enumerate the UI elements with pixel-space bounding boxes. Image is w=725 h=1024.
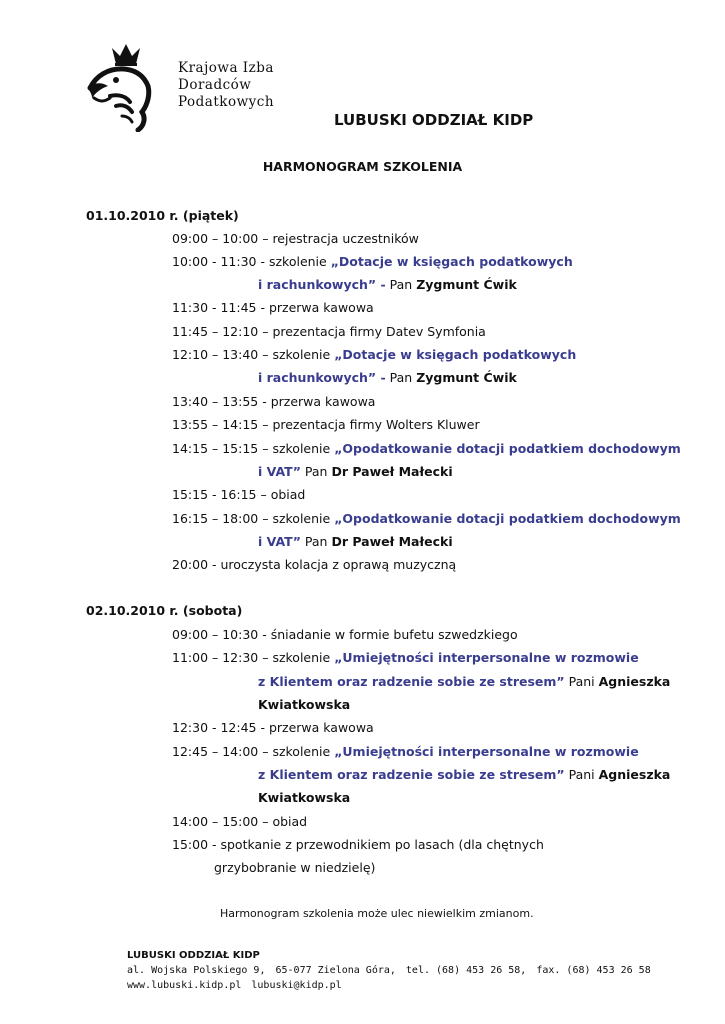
logo-wordmark	[178, 60, 274, 111]
footer-org-name: LUBUSKI ODDZIAŁ KIDP	[127, 950, 260, 961]
row-time: 10:00 - 11:30 - szkolenie	[172, 254, 331, 269]
logo-line-3: Podatkowych	[178, 94, 275, 110]
footer	[127, 948, 651, 993]
footer-email-link[interactable]: lubuski@kidp.pl	[251, 980, 342, 991]
speaker-prefix: Pani	[564, 767, 599, 782]
session-topic: „Umiejętności interpersonalne w rozmowie	[334, 744, 639, 759]
speaker-name: Zygmunt Ćwik	[416, 370, 517, 385]
session-topic: „Dotacje w księgach podatkowych	[334, 347, 577, 362]
schedule-row	[172, 511, 681, 527]
schedule-row-cont	[258, 370, 517, 386]
speaker-name: Dr Paweł Małecki	[331, 464, 453, 479]
speaker-prefix: Pan	[300, 534, 332, 549]
schedule-row	[172, 744, 639, 760]
schedule-row: 11:30 - 11:45 - przerwa kawowa	[172, 300, 374, 315]
schedule-row: 13:40 – 13:55 - przerwa kawowa	[172, 394, 376, 409]
day1-heading: 01.10.2010 r. (piątek)	[86, 208, 239, 223]
speaker-prefix: Pan	[300, 464, 332, 479]
speaker-name: Dr Paweł Małecki	[331, 534, 453, 549]
eagle-crown-icon	[86, 42, 178, 132]
row-time: 11:00 – 12:30 – szkolenie	[172, 650, 335, 665]
schedule-row-cont	[258, 464, 453, 480]
session-topic: „Umiejętności interpersonalne w rozmowie	[334, 650, 639, 665]
speaker-prefix: Pan	[385, 370, 417, 385]
schedule-row: 15:00 - spotkanie z przewodnikiem po lasach (dla chętnych	[172, 837, 544, 852]
schedule-row: 11:45 – 12:10 – prezentacja firmy Datev Symfonia	[172, 324, 486, 339]
speaker-name: Agnieszka	[598, 767, 671, 782]
session-topic: „Opodatkowanie dotacji podatkiem dochodowym	[334, 441, 681, 456]
branch-title: LUBUSKI ODDZIAŁ KIDP	[334, 111, 534, 129]
schedule-row	[172, 650, 639, 666]
logo-line-2: Doradców	[178, 77, 252, 93]
session-topic: i rachunkowych” -	[258, 370, 386, 385]
speaker-prefix: Pani	[564, 674, 599, 689]
schedule-row-cont: grzybobranie w niedzielę)	[214, 860, 376, 875]
schedule-row	[172, 441, 681, 457]
speaker-name: Kwiatkowska	[258, 790, 351, 805]
session-topic: z Klientem oraz radzenie sobie ze stresem”	[258, 767, 565, 782]
footer-website-link[interactable]: www.lubuski.kidp.pl	[127, 980, 242, 991]
speaker-prefix: Pan	[385, 277, 417, 292]
schedule-row	[172, 254, 573, 270]
row-time: 14:15 – 15:15 – szkolenie	[172, 441, 335, 456]
schedule-row: 09:00 – 10:00 – rejestracja uczestników	[172, 231, 419, 246]
session-topic: i VAT”	[258, 464, 301, 479]
kidp-logo	[86, 42, 301, 132]
schedule-note: Harmonogram szkolenia może ulec niewielkim zmianom.	[220, 907, 534, 920]
footer-phone: tel. (68) 453 26 58,	[405, 965, 527, 976]
footer-contact-line	[127, 963, 651, 978]
session-topic: i rachunkowych” -	[258, 277, 386, 292]
speaker-name: Agnieszka	[598, 674, 671, 689]
footer-city: 65-077 Zielona Góra,	[275, 965, 396, 976]
session-topic: „Dotacje w księgach podatkowych	[330, 254, 573, 269]
footer-fax: fax. (68) 453 26 58	[536, 965, 651, 976]
schedule-row: 15:15 - 16:15 – obiad	[172, 487, 306, 502]
schedule-row-cont	[258, 767, 670, 783]
schedule-row	[172, 347, 576, 363]
page-title: HARMONOGRAM SZKOLENIA	[262, 159, 463, 174]
schedule-row: 09:00 – 10:30 - śniadanie w formie bufetu szwedzkiego	[172, 627, 518, 642]
schedule-row-cont	[258, 674, 670, 690]
footer-address: al. Wojska Polskiego 9,	[127, 965, 266, 976]
schedule-row: 14:00 – 15:00 – obiad	[172, 814, 308, 829]
row-time: 16:15 – 18:00 – szkolenie	[172, 511, 335, 526]
speaker-name: Zygmunt Ćwik	[416, 277, 517, 292]
schedule-row: 20:00 - uroczysta kolacja z oprawą muzyczną	[172, 557, 457, 572]
row-time: 12:45 – 14:00 – szkolenie	[172, 744, 335, 759]
session-topic: i VAT”	[258, 534, 301, 549]
session-topic: „Opodatkowanie dotacji podatkiem dochodowym	[334, 511, 681, 526]
speaker-name: Kwiatkowska	[258, 697, 351, 712]
day2-heading: 02.10.2010 r. (sobota)	[86, 603, 243, 618]
schedule-row-cont	[258, 277, 517, 293]
schedule-row-cont	[258, 534, 453, 550]
schedule-row: 13:55 – 14:15 – prezentacja firmy Wolters Kluwer	[172, 417, 480, 432]
row-time: 12:10 – 13:40 – szkolenie	[172, 347, 335, 362]
footer-links	[127, 978, 651, 993]
session-topic: z Klientem oraz radzenie sobie ze stresem”	[258, 674, 565, 689]
schedule-row: 12:30 - 12:45 - przerwa kawowa	[172, 720, 374, 735]
logo-line-1: Krajowa Izba	[178, 60, 274, 76]
